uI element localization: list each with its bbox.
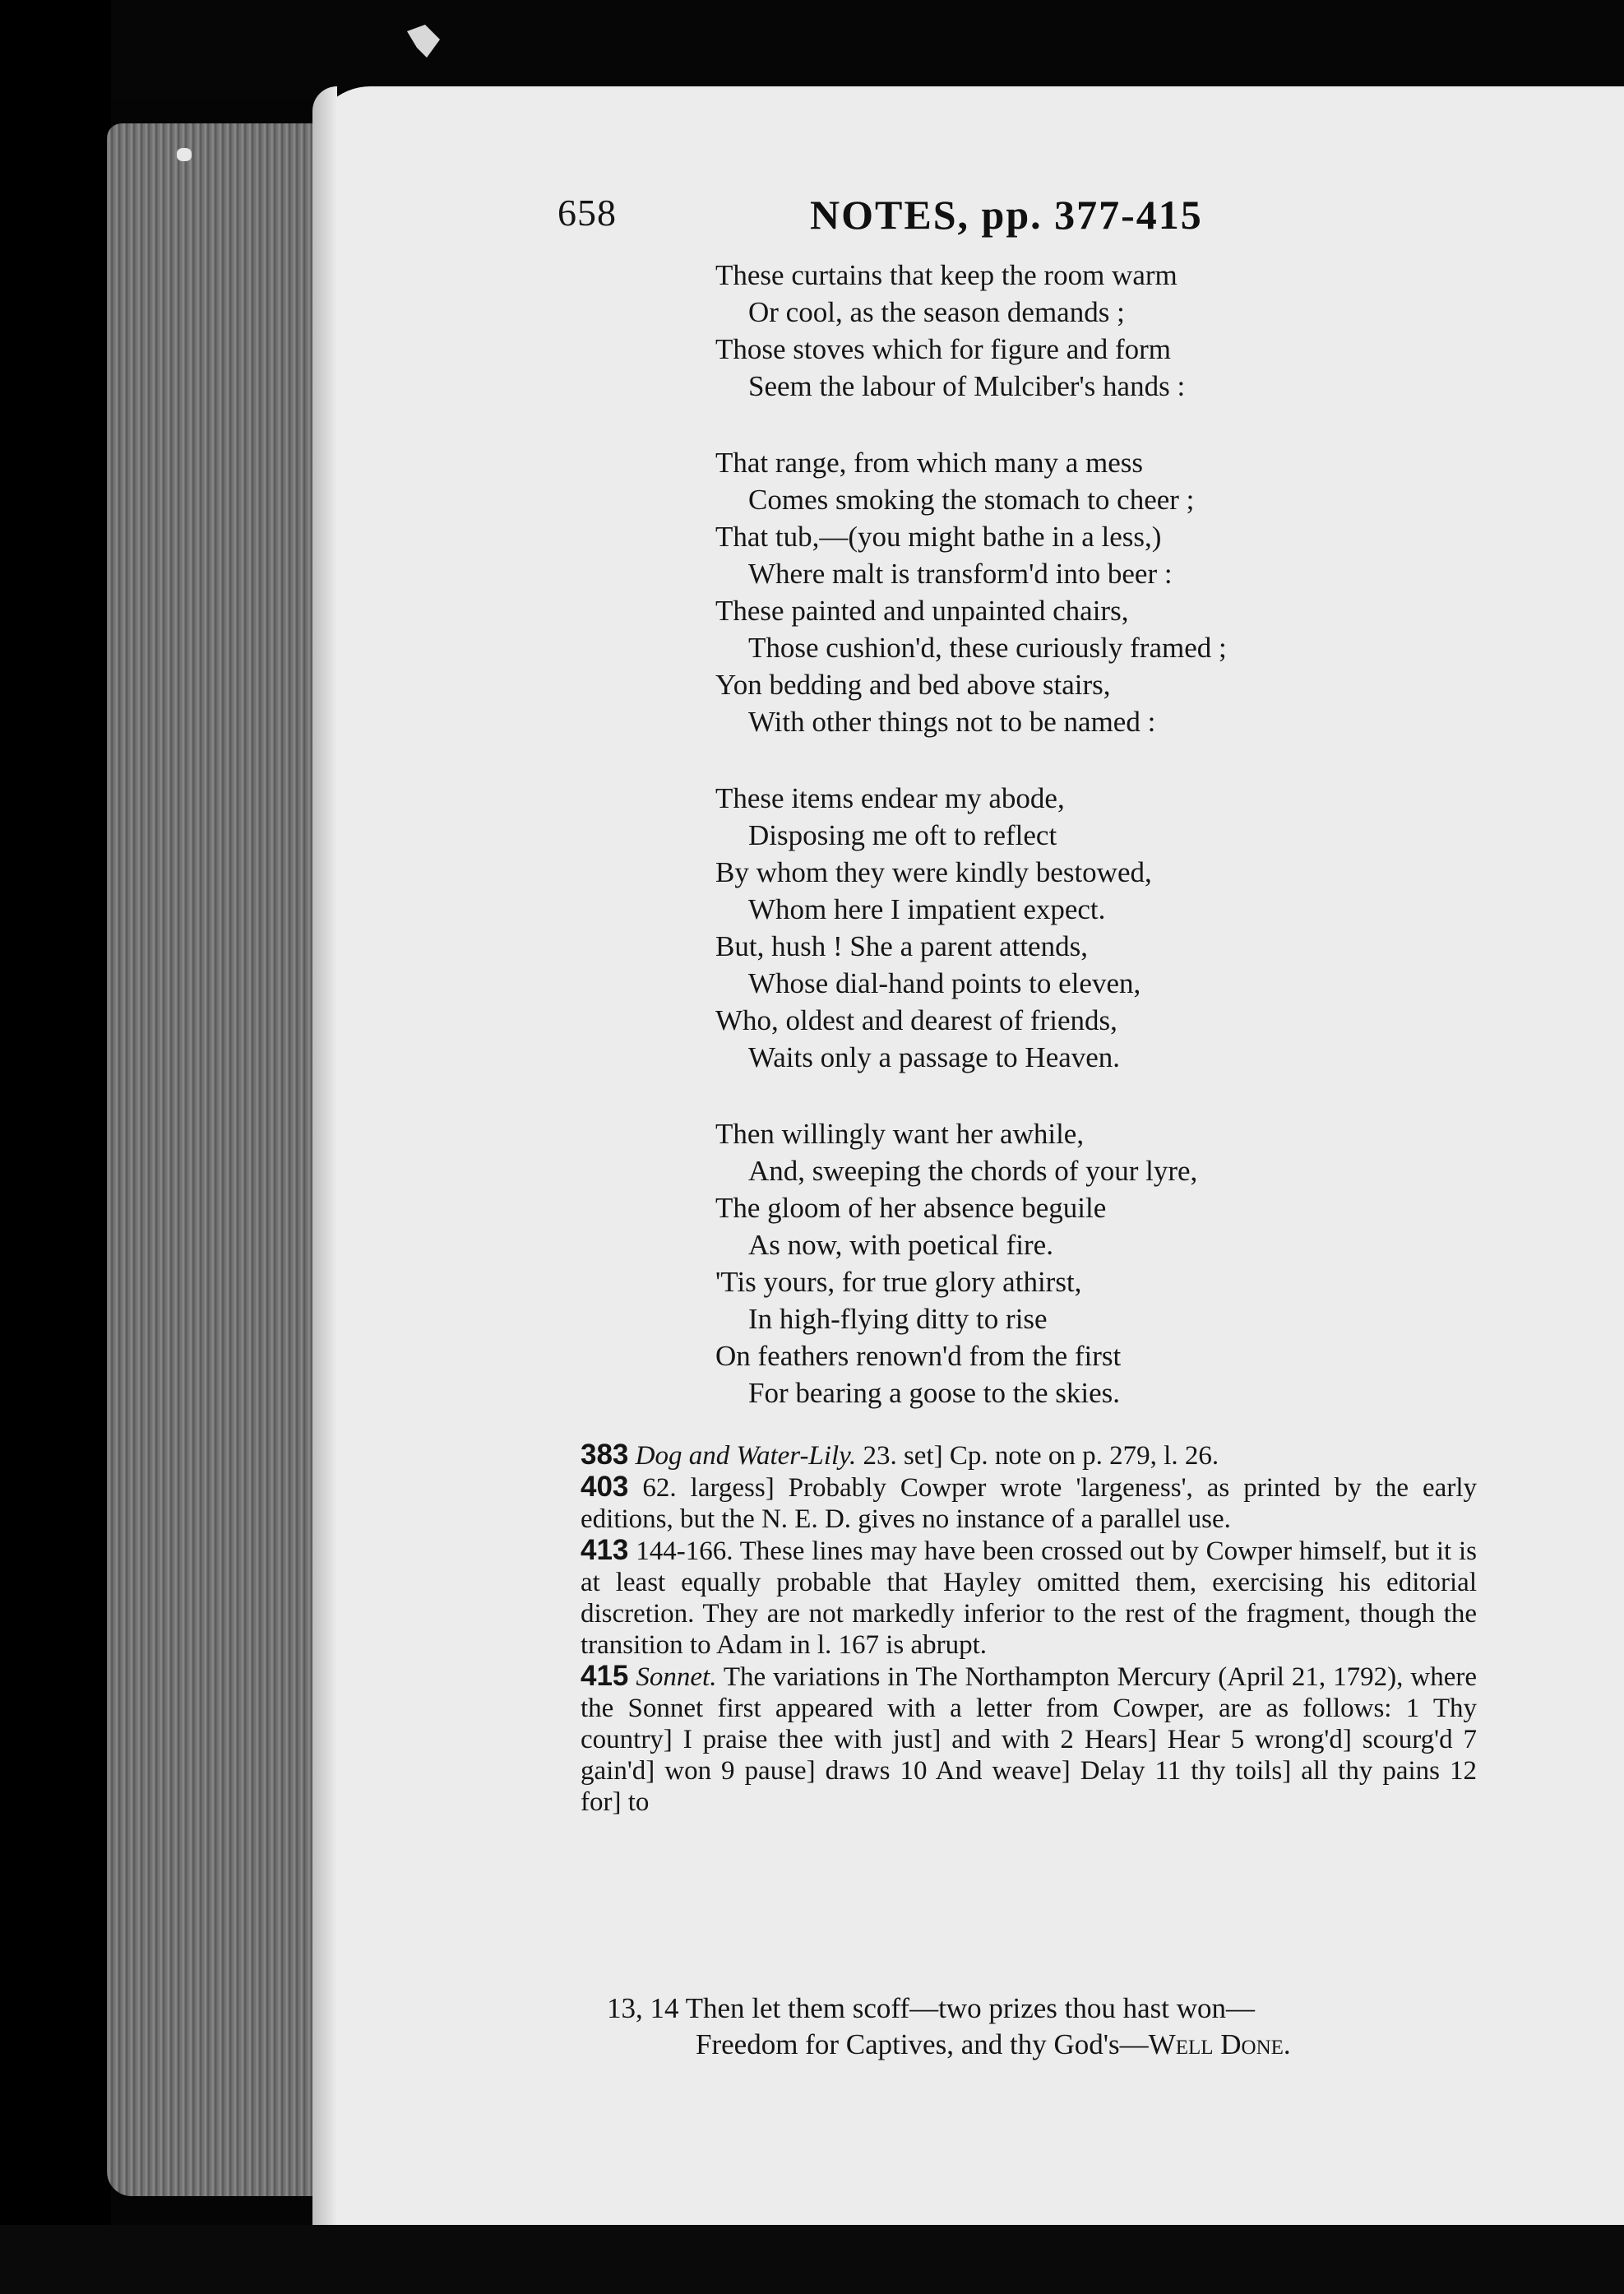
poem-line: By whom they were kindly bestowed, [715,856,1152,888]
poem-line: The gloom of her absence beguile [715,1192,1107,1224]
poem-line: Then willingly want her awhile, [715,1118,1085,1150]
stanza [715,444,1538,740]
poem-line: Whom here I impatient expect. [748,893,1106,925]
poem-line: Disposing me oft to reflect [748,819,1057,851]
poem-line: Those stoves which for figure and form [715,333,1172,365]
poem-line: On feathers renown'd from the first [715,1340,1122,1372]
variant-line-1: 13, 14 Then let them scoff—two prizes thou hast won— [607,1992,1256,2024]
poem-line: As now, with poetical fire. [748,1229,1053,1261]
variant-line-2 [607,2027,1291,2063]
stanza [715,257,1538,405]
poem-line: Who, oldest and dearest of friends, [715,1004,1117,1036]
poem-line: Comes smoking the stomach to cheer ; [748,484,1195,516]
book-spine-shadow [0,0,111,2294]
edge-mark [177,148,192,161]
note-title: Sonnet. [636,1662,717,1692]
page-number: 658 [558,192,617,234]
note-entry [581,1661,1477,1818]
variant-line-2-text: Freedom for Captives, and thy God's— [696,2028,1149,2060]
poem-line: That range, from which many a mess [715,447,1143,479]
poem-line: With other things not to be named : [748,706,1156,738]
well-done: Well Done. [1148,2028,1291,2060]
note-text: The variations in The Northampton Mercury (April 21, 1792), where the Sonnet first appeared with a letter from Cowper, are as follows: 1 Thy country] I praise thee with just] and with 2 Hears] Hear 5 wrong'd] scourg'd 7 gain'd] won 9 pause] draws 10 And weave] Delay 11 thy toils] all thy pains 12 for] to [581,1662,1477,1817]
poem-line: Whose dial-hand points to eleven, [748,967,1141,999]
poem-line: These painted and unpainted chairs, [715,595,1129,627]
note-page-ref: 415 [581,1660,629,1692]
notes-section [581,1439,1477,1818]
running-title: NOTES, pp. 377-415 [810,192,1203,238]
note-entry [581,1535,1477,1661]
poem-line: For bearing a goose to the skies. [748,1377,1120,1409]
page-header [0,191,1624,248]
poem [715,257,1538,1451]
poem-line: And, sweeping the chords of your lyre, [748,1155,1198,1187]
stanza [715,1115,1538,1411]
top-dark-border [0,0,1624,99]
page-gutter-shadow [312,86,337,2225]
bottom-dark-border [0,2225,1624,2294]
poem-line: But, hush ! She a parent attends, [715,930,1088,962]
poem-line: In high-flying ditty to rise [748,1303,1048,1335]
poem-line: These curtains that keep the room warm [715,259,1178,291]
poem-line: These items endear my abode, [715,782,1065,814]
note-text: 144-166. These lines may have been crossed out by Cowper himself, but it is at least equally probable that Hayley omitted them, exercising his editorial discretion. They are not markedly inferior to the rest of the fragment, though the transition to Adam in l. 167 is abrupt. [581,1536,1478,1660]
poem-line: Those cushion'd, these curiously framed ; [748,632,1227,664]
note-entry [581,1439,1477,1471]
note-page-ref: 383 [581,1439,629,1471]
poem-line: Waits only a passage to Heaven. [748,1041,1121,1073]
poem-line: That tub,—(you might bathe in a less,) [715,521,1162,553]
note-title: Dog and Water-Lily. [635,1441,857,1471]
note-entry [581,1471,1477,1535]
variant-lines-13-14 [607,1990,1291,2063]
poem-line: Or cool, as the season demands ; [748,296,1125,328]
poem-line: 'Tis yours, for true glory athirst, [715,1266,1082,1298]
note-page-ref: 413 [581,1534,629,1566]
poem-line: Seem the labour of Mulciber's hands : [748,370,1186,402]
poem-line: Where malt is transform'd into beer : [748,558,1173,590]
note-text: 23. set] Cp. note on p. 279, l. 26. [856,1441,1219,1471]
poem-line: Yon bedding and bed above stairs, [715,669,1111,701]
note-page-ref: 403 [581,1471,629,1503]
stanza [715,780,1538,1076]
note-text: 62. largess] Probably Cowper wrote 'largeness', as printed by the early editions, but the N. E. D. gives no instance of a parallel use. [581,1473,1477,1534]
